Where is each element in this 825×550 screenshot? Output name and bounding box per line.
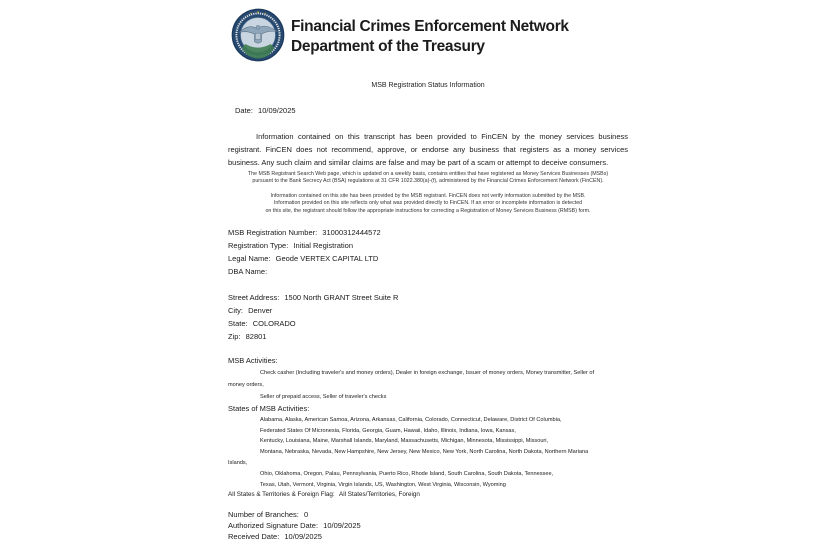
legal-name-value: Geode VERTEX CAPITAL LTD <box>275 254 379 263</box>
field-label: Street Address: <box>228 293 280 302</box>
fine-print-disclaimer <box>228 193 628 215</box>
all-states-territories-value: All States/Territories, Foreign <box>339 491 420 499</box>
date-row <box>228 106 635 115</box>
field-label: DBA Name: <box>228 267 268 276</box>
state-value: COLORADO <box>252 319 296 328</box>
fine-print-registrant-search <box>228 171 628 186</box>
states-line: Texas, Utah, Vermont, Virginia, Virgin Islands, US, Washington, West Virginia, Wisconsin, Wyoming <box>260 481 506 488</box>
msb-registration-number-value: 31000312444572 <box>322 228 381 237</box>
activities-line: Seller of prepaid access, Seller of traveler's checks <box>260 394 387 400</box>
consumer-notice: Information contained on this transcript has been provided to FinCEN by the money services business registrant. FinCEN does not recommend, approve, or endorse any business that registers as a money services business. Any such claim and similar claims are false and may be part of a scam or attempt to deceive consumers. <box>228 132 628 167</box>
states-heading: States of MSB Activities: <box>228 404 310 413</box>
states-line: Ohio, Oklahoma, Oregon, Palau, Pennsylvania, Puerto Rico, Rhode Island, South Carolina, South Dakota, Tennessee, <box>260 470 554 477</box>
authorized-signature-date-row <box>228 520 628 531</box>
received-date-row <box>228 531 628 542</box>
fine-print-line: The MSB Registrant Search Web page, which is updated on a weekly basis, contains entities that have registered as Money Services Businesses (MSBs) <box>247 171 609 177</box>
legal-name-row <box>228 252 628 265</box>
agency-title <box>291 17 569 57</box>
states-line: Federated States Of Micronesia, Florida, Georgia, Guam, Hawaii, Idaho, Illinois, Indiana, Iowa, Kansas, <box>260 427 516 434</box>
activities-line: Check casher (Including traveler's and money orders), Dealer in foreign exchange, Issuer of money orders, Money transmitter, Seller of <box>260 370 595 376</box>
registration-type-row <box>228 239 628 252</box>
number-of-branches-row <box>228 509 628 520</box>
address-details <box>228 291 628 343</box>
msb-activities-heading: MSB Activities: <box>228 356 278 365</box>
field-label: Legal Name: <box>228 254 271 263</box>
fincen-treasury-seal-icon <box>231 8 285 62</box>
field-label: All States & Territories & Foreign Flag: <box>228 491 335 499</box>
fine-print-line: Information contained on this site has been provided by the MSB registrant. FinCEN does not verify information submitted by the MSB. <box>270 193 586 199</box>
fine-print-line: Information provided on this site reflects only what was provided directly to FinCEN. If an error or incomplete information is detected <box>273 200 583 207</box>
field-label: Number of Branches: <box>228 510 299 519</box>
states-line: Alabama, Alaska, American Samoa, Arizona, Arkansas, California, Colorado, Connecticut, Delaware, District Of Columbia, <box>260 416 562 423</box>
field-label: City: <box>228 306 243 315</box>
city-value: Denver <box>248 306 273 315</box>
received-date-value: 10/09/2025 <box>284 532 322 541</box>
field-label: Registration Type: <box>228 241 289 250</box>
dba-name-row <box>228 265 628 278</box>
field-label: Authorized Signature Date: <box>228 521 319 530</box>
field-label: State: <box>228 319 248 328</box>
state-row <box>228 317 628 330</box>
agency-title-line1: Financial Crimes Enforcement Network <box>291 18 569 35</box>
field-label: Zip: <box>228 332 241 341</box>
field-label: MSB Registration Number: <box>228 228 318 237</box>
msb-registration-number-row <box>228 226 628 239</box>
footer-details <box>228 509 628 542</box>
page-title: MSB Registration Status Information <box>371 82 485 89</box>
fine-print-line: on this site, the registrant should follow the appropriate instructions for correcting a Registration of Money Services Business (RMSB) form. <box>265 207 591 214</box>
activities-line: money orders, <box>228 382 264 388</box>
states-of-msb-activities-section <box>228 404 628 501</box>
number-of-branches-value: 0 <box>303 510 309 519</box>
states-line: Kentucky, Louisiana, Maine, Marshall Islands, Maryland, Massachusetts, Michigan, Minnesota, Mississippi, Missouri, <box>260 438 549 445</box>
zip-value: 82801 <box>245 332 267 341</box>
authorized-signature-date-value: 10/09/2025 <box>323 521 361 530</box>
states-line: Montana, Nebraska, Nevada, New Hampshire, New Jersey, New Mexico, New York, North Carolina, North Dakota, Northern Mariana <box>260 449 589 456</box>
states-line: Islands, <box>228 459 248 466</box>
street-address-value: 1500 North GRANT Street Suite R <box>284 293 399 302</box>
city-row <box>228 304 628 317</box>
msb-activities-section <box>228 355 628 403</box>
zip-row <box>228 330 628 343</box>
fine-print-line: pursuant to the Bank Secrecy Act (BSA) regulations at 31 CFR 1022.380(a)-(f), administered by the Financial Crimes Enforcement Network (FinCEN). <box>252 178 604 185</box>
date-label: Date: <box>235 106 253 115</box>
registration-details <box>228 226 628 278</box>
street-address-row <box>228 291 628 304</box>
agency-title-line2: Department of the Treasury <box>291 38 485 55</box>
date-value: 10/09/2025 <box>258 106 296 115</box>
all-states-territories-row <box>228 490 628 501</box>
document-header <box>231 8 569 62</box>
field-label: Received Date: <box>228 532 280 541</box>
registration-type-value: Initial Registration <box>293 241 354 250</box>
